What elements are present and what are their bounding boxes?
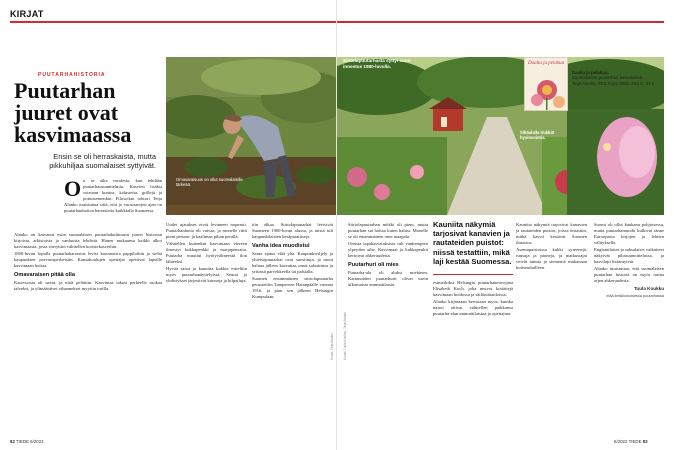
body-paragraph: Alanko on kaivanut esiin suomalaisen puutarhakulttuurin juuret historian kirjoista, arkistoista ja vanhoista lehdistä. Hänen mukaansa kaikki alkoi kasvimaasta, josta siirryttiin vähitellen koristekasveihin.	[14, 232, 162, 250]
publication-right: 6/2022 TIEDE	[614, 439, 642, 444]
body-paragraph: Alanko kirjassaan kerrotaan myös, kuinka naiset ottivat vähitellen paikkansa puutarha-alan ammattilaisina ja opettajina.	[433, 299, 513, 317]
body-paragraph: 1800-luvun lopulla puutarhaharrastus levisi kartanoista pappiloihin ja sieltä kaupunkien porvarisperheisiin. Kansakoulujen opettajat opettivat lapsille kasvimaan hoitoa.	[14, 251, 162, 269]
body-column-7	[516, 222, 587, 272]
footer-left	[10, 439, 44, 444]
body-paragraph	[64, 178, 162, 214]
article-title: Puutarhan juuret ovat kasvimaassa	[14, 78, 132, 147]
body-paragraph: tiin alkaa. Siirtolapuutarhat levisivät Suomeen 1900-luvun alussa, ja niistä tuli kaupunkilaisten kesäparatiiseja.	[252, 222, 333, 240]
book-info-subtitle: Suomalaisen puutarhan kasvutarina.	[572, 75, 644, 81]
drop-cap: O	[64, 176, 82, 201]
pull-quote-rule	[433, 274, 513, 275]
body-column-6	[433, 280, 513, 318]
body-paragraph: Hyvää satoa ja kauniita kukkia esiteltiin myös puutarhanäyttelyissä. Seurat ja yhdistykset järjestivät kursseja ja kilpailuja.	[166, 266, 247, 284]
subheading: Vanha idea muodistui	[252, 243, 310, 250]
publication-left: TIEDE 6/2022	[16, 439, 44, 444]
body-paragraph: Siirtolapuutarhan mökki oli pieni, mutta puutarhan sai hoitaa kuten halusi. Monelle se oli ensimmäinen oma maapala.	[348, 222, 428, 240]
body-paragraph: Asemapuistoissa kukki syreenejä, ruusuja ja pioneja, ja matkustajat veivät taimia ja siemeniä mukanaan kotiseuduilleen.	[516, 247, 587, 271]
subheading: Puutarhuri oli mies	[348, 262, 399, 269]
page-number-right: 83	[642, 439, 648, 444]
byline: Tuula Koukku	[633, 286, 664, 292]
body-column-8	[594, 222, 664, 299]
right-photo-caption: Siltäalalla riukkiä hyvinvointia.	[520, 130, 554, 141]
body-paragraph: Alanko muistuttaa, että suomalaisen puutarhan historia on myös tarina arjen ahkeruudesta.	[594, 266, 664, 284]
body-paragraph: Suomi oli ollut kaukana pohjoisessa, mutta puutarhamuodit kulkivat tänne Euroopasta kirjojen ja lehtien välityksellä.	[594, 222, 664, 246]
body-column-1	[64, 178, 162, 215]
book-info-title: Daalia ja pelakuu.	[572, 70, 609, 75]
body-column-5	[348, 222, 428, 289]
body-paragraph: Uudet ajatukset eivät levinneet nopeasti. Puutarhanhoito oli vaivaa, ja monelle riitti pieni peruna- ja kaalimaa pihan perällä.	[166, 222, 247, 240]
body-paragraph: Sama ajatus elää yhä. Kaupunkiviljely ja yhteisöpuutarhat ovat suosittuja, ja moni haluaa jälleen kasvattaa omat salaattinsa ja yrttinsä parvekkeella tai palstalla.	[252, 251, 333, 275]
body-paragraph: Englantilaiset ja saksalaiset vaikutteet näkyivät pihasuunnittelussa, ja kasvilajit lisääntyivät.	[594, 247, 664, 265]
body-paragraph: Kauniita näkymiä tarjosivat kanavien ja rautateiden puistot, joissa testattiin, mitkä kasvit kestävät Suomen ilmastoa.	[516, 222, 587, 246]
subheading: Omavaraisen pitää olla	[14, 272, 75, 279]
book-info-details: Teija Alanko. SKS Kirjat 2022. 264 s., 33 e.	[572, 80, 656, 86]
body-text: n se aika vuodesta, kun tehdään puutarhasuunnitelmia. Kasvien lisäksi ostetaan kuntoa, kalusteita, grillejä ja pottusiemenkin. Filosofian tohtori Teija Alanko muistuttaa siitä, että jo vuosisatojen ajan on puutarhanhoitoa harrastettu kaikkialla Suomessa.	[64, 178, 162, 214]
body-paragraph: Suomen ensimmäinen siirtolapuutarha perustettiin Tampereen Hatanpäälle vuonna 1916, ja pian sen jälkeen Helsingin Kumpulaan.	[252, 276, 333, 300]
photo-credit-left: Kuvat: Teija Alanko	[330, 333, 334, 360]
article-lead: Ensin se oli herraskaista, mutta pikkuhiljaa suomalaiset syttyivät.	[49, 152, 156, 171]
body-paragraph: Vähitellen kuitenkin kasvimaan viereen ilmestyi kukkapenkki ja marjapensaita. Puutarha muuttui hyötyvälineestä ilon lähteeksi.	[166, 241, 247, 265]
body-paragraph: Katovuosia oli usein, ja niitä pelättiin. Kasvimaa takasi perheelle ruokaa talveksi, ja ylimääräiset vihannekset myytiin torilla.	[14, 280, 162, 292]
right-top-caption: Siirtolapuutarhasta syttyi suuri innostus 1980-luvulla.	[343, 58, 411, 69]
body-paragraph: Puutarha-ala oli aluksi miehinen. Kartanoiden puutarhurit olivat usein ulkomaisia ammattilaisia.	[348, 270, 428, 288]
book-cover	[524, 57, 568, 111]
body-paragraph: esimerkiksi Helsingin puutarhaneuvojana Elisabeth Koch, joka neuvoi kotiäitejä kasvimaan hoidossa ja säilöntätaidoissa.	[433, 280, 513, 298]
byline-note: elää keskikokoisessa puutarhassa	[606, 293, 664, 298]
photo-credit-right: Kuvat: Tuula Koukku, Teija Alanko	[343, 312, 347, 360]
book-cover-title: Daalia ja pelakuu	[528, 61, 565, 66]
footer-right	[614, 439, 648, 444]
page-number-left: 82	[10, 439, 15, 444]
body-paragraph: Omista tapakasvatuksista tuli vanhempien ylpeyden aihe. Kasvimaat ja kukkapenkit kertoivat ahkeruudesta.	[348, 241, 428, 259]
garden-woman-photo	[166, 57, 336, 215]
flower-icon	[525, 58, 568, 111]
book-info	[572, 70, 662, 86]
pull-quote: Kauniita näkymiä tarjosivat kanavien ja rautateiden puistot: niissä testattiin, mikä laji kestää Suomessa.	[433, 220, 512, 266]
left-photo-caption: Omavaraisuus on ollut suomalaisille tärkeää.	[176, 177, 243, 188]
body-column-3	[166, 222, 247, 285]
body-column-2	[14, 232, 162, 293]
section-tag: KIRJAT	[10, 9, 44, 19]
garden-woman-illustration	[166, 57, 336, 215]
body-column-4	[252, 222, 333, 302]
article-kicker: PUUTARHAHISTORIA	[38, 72, 106, 78]
